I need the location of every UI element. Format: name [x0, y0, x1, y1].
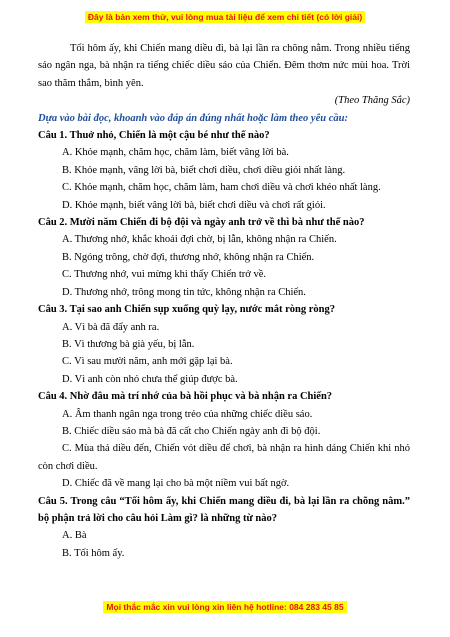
preview-banner: [0, 12, 450, 22]
worksheet-content: [38, 40, 410, 562]
preview-banner-text: Đây là bản xem thử, vui lòng mua tài liệu để xem chi tiết (có lời giải): [85, 11, 365, 23]
answer-option: A. Âm thanh ngân nga trong trẻo của những chiếc diều sáo.: [62, 408, 313, 420]
answer-option: C. Thương nhớ, vui mừng khi thấy Chiến trở về.: [62, 269, 267, 281]
answer-option: B. Chiếc diều sáo mà bà đã cất cho Chiến ngày anh đi bộ đội.: [62, 425, 321, 437]
answer-option: B. Vì thương bà già yếu, bị lẫn.: [62, 338, 195, 350]
hotline-banner: [0, 602, 450, 612]
answer-option: A. Vì bà đã đẩy anh ra.: [62, 321, 160, 333]
answer-option: D. Khỏe mạnh, biết vâng lời bà, biết chơi diều và chơi rất giỏi.: [62, 199, 326, 211]
answer-option: B. Ngóng trông, chờ đợi, thương nhớ, không nhận ra Chiến.: [62, 251, 315, 263]
hotline-banner-text: Mọi thắc mắc xin vui lòng xin liên hệ hotline: 084 283 45 85: [103, 601, 346, 613]
answer-option: A. Khỏe mạnh, chăm học, chăm làm, biết vâng lời bà.: [62, 147, 289, 159]
answer-option: B. Tối hôm ấy.: [62, 547, 125, 559]
answer-option: A. Bà: [62, 530, 87, 542]
question-4: Câu 4. Nhờ đâu mà trí nhớ của bà hồi phục và bà nhận ra Chiến?: [38, 391, 333, 403]
question-5: Câu 5. Trong câu “Tối hôm ấy, khi Chiến mang diều đi, bà lại lần ra chõng nằm.” bộ phận trả lời cho câu hỏi Làm gì? là những từ nào?: [38, 495, 410, 524]
answer-option: C. Khỏe mạnh, chăm học, chăm làm, ham chơi diều và chơi khéo nhất làng.: [62, 182, 381, 194]
answer-option: D. Thương nhớ, trông mong tin tức, không nhận ra Chiến.: [62, 286, 306, 298]
question-3: Câu 3. Tại sao anh Chiến sụp xuống quỳ lạy, nước mắt ròng ròng?: [38, 304, 335, 316]
answer-option: A. Thương nhớ, khắc khoải đợi chờ, bị lẫn, không nhận ra Chiến.: [62, 234, 337, 246]
answer-option: C. Vì sau mười năm, anh mới gặp lại bà.: [62, 356, 233, 368]
answer-option: B. Khỏe mạnh, vâng lời bà, biết chơi diều, chơi diều giỏi nhất làng.: [62, 164, 346, 176]
question-1: Câu 1. Thuở nhỏ, Chiến là một cậu bé như thế nào?: [38, 130, 270, 142]
answer-option: D. Vì anh còn nhỏ chưa thể giúp được bà.: [62, 373, 238, 385]
question-2: Câu 2. Mười năm Chiến đi bộ đội và ngày anh trở về thì bà như thế nào?: [38, 217, 365, 229]
passage-paragraph: Tối hôm ấy, khi Chiến mang diều đi, bà lại lần ra chõng nằm. Trong nhiều tiếng sáo ngân nga, bà nhận ra tiếng chiếc diều sáo của Chiến. Đêm thơm nức mùi hoa. Trời sao thăm thẳm, bình yên.: [38, 43, 410, 89]
answer-option: C. Mùa thả diều đến, Chiến vót diều để chơi, bà nhận ra hình dáng Chiến khi nhỏ còn chơi diều.: [38, 443, 410, 472]
instruction-text: Dựa vào bài đọc, khoanh vào đáp án đúng nhất hoặc làm theo yêu cầu:: [38, 112, 348, 124]
passage-source: (Theo Thăng Sắc): [334, 95, 410, 107]
answer-option: D. Chiếc đã về mang lại cho bà một niềm vui bất ngờ.: [62, 478, 290, 490]
